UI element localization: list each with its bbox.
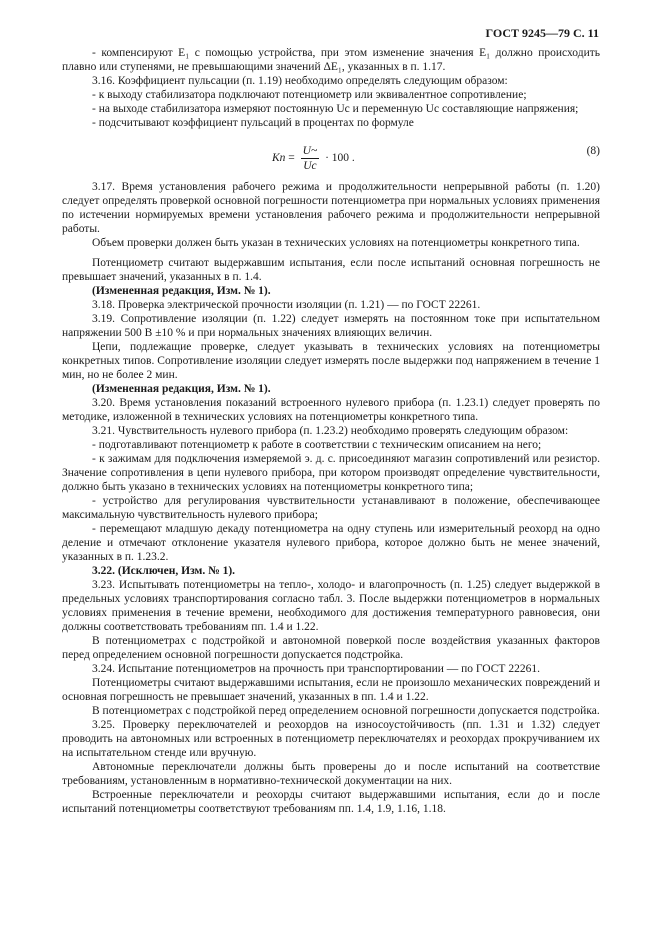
paragraph: - компенсируют E₁ с помощью устройства, при этом изменение значения E₁ должно происходить плавно или ступенями, не превышающими значений ΔE₁, указанных в п. 1.17. [62, 47, 600, 73]
formula-number: (8) [586, 145, 600, 157]
document-body [62, 46, 600, 816]
paragraph: - к зажимам для подключения измеряемой э. д. с. присоединяют магазин сопротивлений или резистор. Значение сопротивления в цепи нулевого прибора, при котором производят определение чувствительности, должно быть указано в технических условиях на потенциометры конкретного типа; [62, 453, 600, 493]
amendment-note: 3.22. (Исключен, Изм. № 1). [92, 565, 236, 577]
formula-denominator: Uс [303, 160, 317, 172]
paragraph: В потенциометрах с подстройкой и автономной поверкой после воздействия указанных факторов перед определением основной погрешности допускается подстройка. [62, 635, 600, 661]
paragraph: - устройство для регулирования чувствительности устанавливают в положение, обеспечивающее максимальную чувствительность нулевого прибора; [62, 495, 600, 521]
paragraph: Потенциометр считают выдержавшим испытания, если после испытаний основная погрешность не превышает значений, указанных в п. 1.4. [62, 257, 600, 283]
paragraph: Потенциометры считают выдержавшими испытания, если не произошло механических повреждений и основная погрешность не превышает значений, указанных в пп. 1.4 и 1.22. [62, 677, 600, 703]
paragraph: Встроенные переключатели и реохорды считают выдержавшими испытания, если до и после испытаний потенциометры соответствуют требованиям пп. 1.4, 1.9, 1.16, 1.18. [62, 789, 600, 815]
formula-lhs: Kп [272, 152, 286, 165]
amendment-note: (Измененная редакция, Изм. № 1). [92, 285, 271, 297]
formula-expression: Kп = $\frac{U\sim}{Uс}$ · 100 . [272, 145, 355, 172]
formula-fraction [301, 144, 320, 173]
section-3-17-3-25 [62, 180, 600, 816]
paragraph: - к выходу стабилизатора подключают потенциометр или эквивалентное сопротивление; [92, 89, 527, 101]
amendment-note: (Измененная редакция, Изм. № 1). [92, 383, 271, 395]
paragraph: 3.17. Время установления рабочего режима и продолжительности непрерывной работы (п. 1.20) следует определять проверкой основной погрешности потенциометра при нормальных условиях применения по истечении нормируемых времени установления рабочего режима и продолжительности непрерывной работы. [62, 181, 600, 235]
formula-numerator: U~ [302, 145, 318, 157]
paragraph: 3.19. Сопротивление изоляции (п. 1.22) следует измерять на постоянном токе при испытательном напряжении 500 В ±10 % и при нормальных значениях влияющих величин. [62, 313, 600, 339]
paragraph: - подсчитывают коэффициент пульсаций в процентах по формуле [92, 117, 414, 129]
formula-8 [62, 136, 600, 172]
paragraph: 3.20. Время установления показаний встроенного нулевого прибора (п. 1.23.1) следует проверять по методике, изложенной в технических условиях на потенциометры конкретного типа. [62, 397, 600, 423]
paragraph: 3.23. Испытывать потенциометры на тепло-, холодо- и влагопрочность (п. 1.25) следует выдержкой в предельных условиях транспортирования согласно табл. 3. После выдержки потенциометров в нормальных условиях применения в течение времени, необходимого для достижения температурного равновесия, они должны соответствовать требованиям пп. 1.4 и 1.22. [62, 579, 600, 633]
paragraph: 3.16. Коэффициент пульсации (п. 1.19) необходимо определять следующим образом: [92, 75, 508, 87]
paragraph: - подготавливают потенциометр к работе в соответствии с техническим описанием на него; [92, 439, 542, 451]
paragraph: Цепи, подлежащие проверке, следует указывать в технических условиях на потенциометры конкретных типов. Сопротивление изоляции следует измерять после выдержки под напряжением в течение 1 мин, но не более 2 мин. [62, 341, 600, 381]
paragraph: 3.18. Проверка электрической прочности изоляции (п. 1.21) — по ГОСТ 22261. [92, 299, 481, 311]
paragraph: Автономные переключатели должны быть проверены до и после испытаний на соответствие требованиям, установленным в нормативно-технической документации на них. [62, 761, 600, 787]
paragraph: 3.21. Чувствительность нулевого прибора (п. 1.23.2) необходимо проверять следующим образом: [92, 425, 569, 437]
formula-rest: · 100 . [325, 152, 355, 165]
paragraph: 3.24. Испытание потенциометров на прочность при транспортировании — по ГОСТ 22261. [92, 663, 540, 675]
paragraph: Объем проверки должен быть указан в технических условиях на потенциометры конкретного типа. [92, 237, 580, 249]
paragraph: 3.25. Проверку переключателей и реохордов на износоустойчивость (пп. 1.31 и 1.32) следует проводить на автономных или встроенных в потенциометр переключателях и реохордах прокручиванием их на испытательном стенде или вручную. [62, 719, 600, 759]
paragraph: - на выходе стабилизатора измеряют постоянную Uс и переменную Uс составляющие напряжения; [92, 103, 579, 115]
paragraph: В потенциометрах с подстройкой перед определением основной погрешности допускается подстройка. [92, 705, 600, 717]
section-3-15-3-16 [62, 46, 600, 130]
page-header: ГОСТ 9245—79 С. 11 [485, 26, 599, 40]
paragraph: - перемещают младшую декаду потенциометра на одну ступень или измерительный реохорд на одно деление и отмечают отклонение указателя нулевого прибора, которое должно быть не менее значений, указанных в п. 1.23.2. [62, 523, 600, 563]
